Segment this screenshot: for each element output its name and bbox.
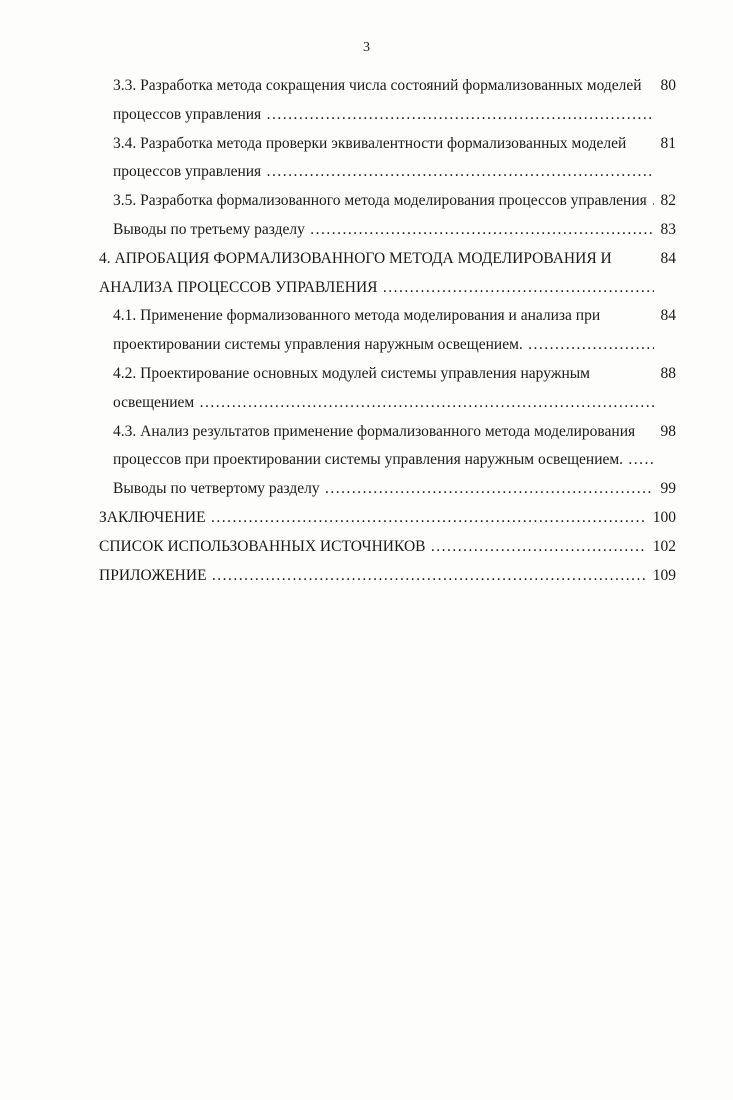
toc-entry-page: 88 — [660, 364, 676, 382]
toc-entry-page: 80 — [660, 77, 676, 94]
toc-entry-title: 4.2. Проектирование основных модулей системы управления наружным освещением ..... — [113, 360, 654, 418]
toc-entry — [99, 302, 676, 360]
toc-entry — [99, 130, 676, 188]
toc-entry-page: 102 — [652, 537, 676, 555]
toc-entry — [99, 245, 676, 303]
toc-entry-page: 99 — [660, 480, 676, 498]
toc-entry — [99, 216, 676, 245]
toc-entry — [99, 360, 676, 418]
toc-entry-page: 84 — [660, 249, 676, 267]
toc-entry-title: Выводы по третьему разделу ..... — [113, 216, 654, 245]
toc-entry-page: 84 — [660, 307, 676, 325]
toc-entry-title: ПРИЛОЖЕНИЕ ..... — [99, 562, 646, 591]
toc-list — [99, 72, 676, 590]
toc-entry — [99, 418, 676, 476]
toc-entry-page: 109 — [652, 566, 676, 584]
toc-entry-title: СПИСОК ИСПОЛЬЗОВАННЫХ ИСТОЧНИКОВ ..... — [99, 533, 646, 562]
toc-entry-title: ЗАКЛЮЧЕНИЕ ..... — [99, 504, 646, 533]
toc-entry — [99, 475, 676, 504]
toc-entry — [99, 187, 676, 216]
toc-entry-title: 3.5. Разработка формализованного метода моделирования процессов управления ..... — [113, 187, 654, 216]
toc-entry-page: 98 — [660, 422, 676, 440]
toc-entry-title: Выводы по четвертому разделу ..... — [113, 475, 654, 504]
toc-entry-title: 3.3. Разработка метода сокращения числа состояний формализованных моделей процессов управления ..... — [113, 72, 654, 130]
toc-entry-title: 4.3. Анализ результатов применение формализованного метода моделирования процессов при проектировании системы управления наружным освещением. ..... — [113, 418, 654, 476]
toc-entry-title: 4. АПРОБАЦИЯ ФОРМАЛИЗОВАННОГО МЕТОДА МОДЕЛИРОВАНИЯ И АНАЛИЗА ПРОЦЕССОВ УПРАВЛЕНИЯ ..... — [99, 245, 654, 303]
toc-entry-title: 3.4. Разработка метода проверки эквивалентности формализованных моделей процессов управления ..... — [113, 130, 654, 188]
toc-entry-page: 82 — [660, 192, 676, 210]
toc-entry — [99, 504, 676, 533]
toc-entry-title: 4.1. Применение формализованного метода моделирования и анализа при проектировании системы управления наружным освещением. ..... — [113, 302, 654, 360]
toc-entry — [99, 562, 676, 591]
toc-entry — [99, 533, 676, 562]
toc-entry — [99, 72, 676, 130]
page-number: 3 — [363, 40, 370, 55]
toc-entry-page: 81 — [660, 134, 676, 152]
toc-entry-page: 100 — [652, 508, 676, 526]
toc-entry-page: 83 — [660, 220, 676, 238]
